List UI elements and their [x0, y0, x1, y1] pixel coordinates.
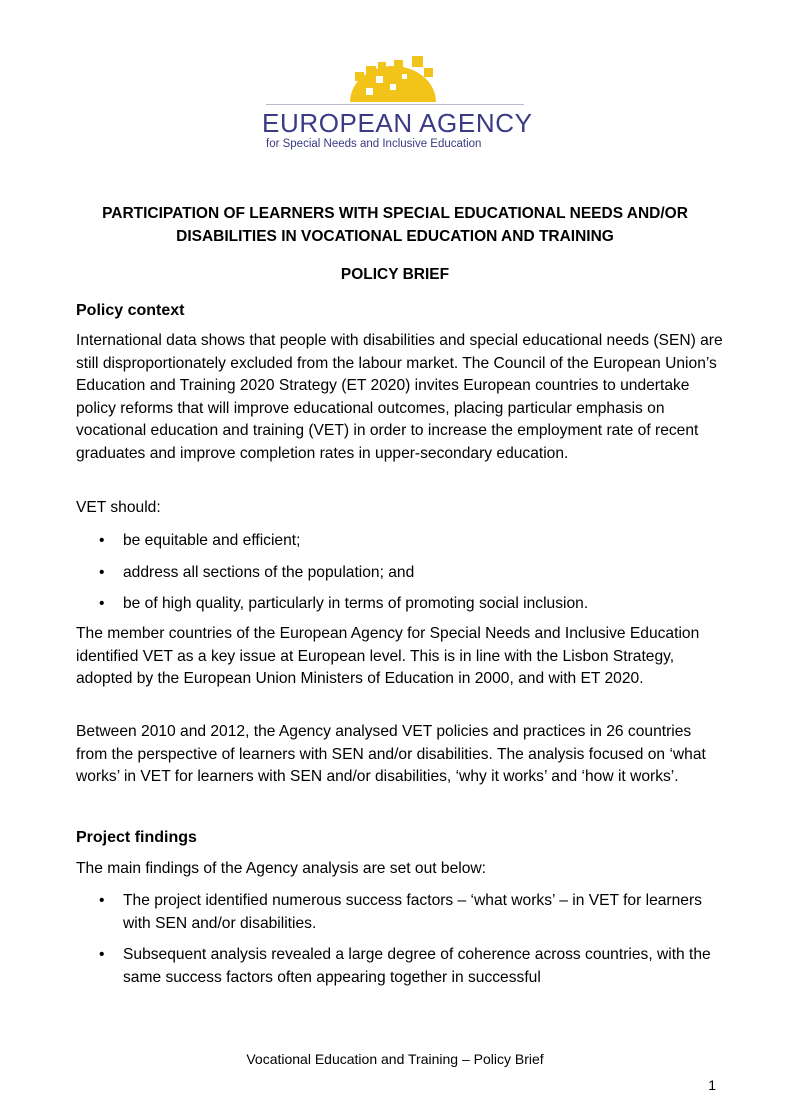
findings-bullet-list: [76, 890, 726, 989]
paragraph-analysis: Between 2010 and 2012, the Agency analysed VET policies and practices in 26 countries from the perspective of learners with SEN and/or disabilities. The analysis focused on ‘what works’ in VET for learners with SEN and/or disabilities, ‘why it works’ and ‘how it works’.: [76, 723, 706, 786]
section-heading-policy-context: Policy context: [76, 302, 185, 319]
section-heading-project-findings: Project findings: [76, 829, 197, 846]
list-item: • Subsequent analysis revealed a large degree of coherence across countries, with the same success factors often appearing together in successful: [99, 946, 711, 986]
logo-subtitle: for Special Needs and Inclusive Education: [266, 138, 482, 150]
sun-logo-icon: [262, 52, 528, 104]
list-item: • address all sections of the population; and: [76, 562, 726, 585]
logo-name: EUROPEAN AGENCY: [262, 108, 533, 138]
page-number: 1: [708, 1077, 716, 1093]
paragraph-findings-intro: The main findings of the Agency analysis are set out below:: [76, 860, 487, 877]
logo-divider: [266, 104, 524, 105]
bullet-icon: •: [99, 892, 105, 909]
document-subtitle: POLICY BRIEF: [340, 266, 450, 283]
list-item: • The project identified numerous success factors – ‘what works’ – in VET for learners with SEN and/or disabilities.: [99, 892, 702, 932]
bullet-icon: •: [99, 595, 105, 613]
vet-bullet-list: [76, 530, 726, 616]
paragraph-intro: International data shows that people with disabilities and special educational needs (SEN) are still disproportionately excluded from the labour market. The Council of the European Union’s Education and Training 2020 Strategy (ET 2020) invites European countries to undertake policy reforms that will improve educational outcomes, placing particular emphasis on vocational education and training (VET) in order to increase the employment rate of recent graduates and improve completion rates in upper-secondary education.: [76, 332, 723, 462]
list-item: • be of high quality, particularly in terms of promoting social inclusion.: [76, 593, 726, 616]
paragraph-vet-should: VET should:: [76, 499, 161, 516]
document-title: PARTICIPATION OF LEARNERS WITH SPECIAL EDUCATIONAL NEEDS AND/OR DISABILITIES IN VOCATIONAL EDUCATION AND TRAINING: [102, 205, 688, 245]
bullet-icon: •: [99, 946, 105, 964]
page-footer: Vocational Education and Training – Policy Brief: [246, 1051, 544, 1067]
bullet-icon: •: [99, 532, 105, 549]
list-item: • be equitable and efficient;: [76, 530, 726, 553]
agency-logo: [262, 52, 533, 160]
bullet-icon: •: [99, 563, 105, 581]
paragraph-member-countries: The member countries of the European Agency for Special Needs and Inclusive Education identified VET as a key issue at European level. This is in line with the Lisbon Strategy, adopted by the European Union Ministers of Education in 2000, and with ET 2020.: [76, 625, 700, 688]
